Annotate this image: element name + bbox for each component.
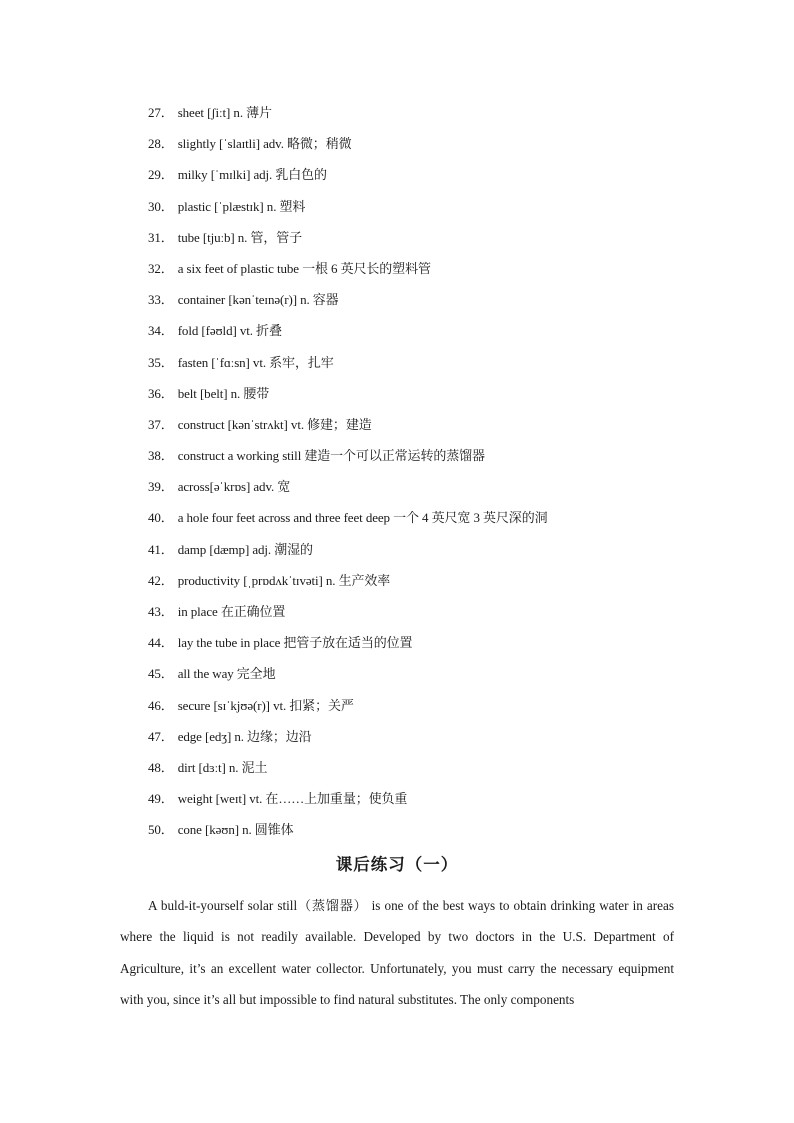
vocab-entry: construct a working still 建造一个可以正常运转的蒸馏器: [177, 448, 485, 464]
vocab-entry: plastic [ˈplæstɪk] n. 塑料: [177, 198, 306, 214]
vocab-number: 41．: [148, 541, 174, 557]
vocab-entry: milky [ˈmɪlki] adj. 乳白色的: [177, 167, 327, 183]
vocab-number: 35．: [148, 354, 174, 370]
vocab-item: [148, 725, 708, 756]
vocab-item: [148, 226, 708, 257]
vocab-item: [148, 787, 708, 818]
vocab-item: [148, 662, 708, 693]
vocab-number: 37．: [148, 416, 174, 432]
vocab-entry: fold [fəʊld] vt. 折叠: [177, 323, 282, 339]
vocab-entry: edge [edʒ] n. 边缘；边沿: [177, 728, 312, 744]
vocab-entry: slightly [ˈslaɪtli] adv. 略微；稍微: [177, 136, 352, 152]
vocab-number: 34．: [148, 323, 174, 339]
vocab-entry: belt [belt] n. 腰带: [177, 385, 270, 401]
vocab-item: [148, 195, 708, 226]
vocab-item: [148, 101, 708, 132]
vocab-entry: all the way 完全地: [177, 666, 276, 682]
vocab-item: [148, 569, 708, 600]
vocab-number: 50．: [148, 822, 174, 838]
vocab-entry: lay the tube in place 把管子放在适当的位置: [177, 635, 413, 651]
vocab-entry: secure [sɪˈkjʊə(r)] vt. 扣紧；关严: [177, 697, 354, 713]
vocab-entry: in place 在正确位置: [177, 604, 286, 619]
vocab-number: 27．: [148, 105, 174, 120]
vocab-item: [148, 382, 708, 413]
vocabulary-list: [148, 101, 708, 850]
vocab-entry: dirt [dɜːt] n. 泥土: [177, 759, 268, 775]
vocab-item: [148, 163, 708, 194]
vocab-number: 38．: [148, 448, 174, 464]
vocab-entry: productivity [ˌprɒdʌkˈtɪvəti] n. 生产效率: [177, 572, 391, 588]
vocab-item: [148, 351, 708, 382]
vocab-number: 39．: [148, 479, 174, 495]
vocab-entry: a six feet of plastic tube 一根 6 英尺长的塑料管: [177, 260, 431, 276]
vocab-number: 29．: [148, 167, 174, 183]
vocab-number: 43．: [148, 604, 174, 619]
vocab-number: 49．: [148, 791, 174, 807]
vocab-item: [148, 818, 708, 849]
reading-passage: A buld-it-yourself solar still（蒸馏器） is one of the best ways to obtain drinking water in areas where the liquid is not readily available. Developed by two doctors in the U.S. Department of Agriculture, it’s an excellent water collector. Unfortunately, you must carry the necessary equipment with you, since it’s all but impossible to find natural substitutes. The only components: [120, 898, 674, 1007]
vocab-entry: cone [kəʊn] n. 圆锥体: [177, 822, 294, 838]
vocab-number: 44．: [148, 635, 174, 651]
vocab-number: 40．: [148, 510, 174, 526]
vocab-entry: a hole four feet across and three feet deep 一个 4 英尺宽 3 英尺深的洞: [177, 510, 548, 526]
vocab-item: [148, 444, 708, 475]
vocab-number: 33．: [148, 292, 174, 308]
vocab-entry: across[əˈkrɒs] adv. 宽: [177, 479, 291, 495]
vocab-item: [148, 132, 708, 163]
vocab-number: 42．: [148, 572, 174, 588]
vocab-entry: weight [weɪt] vt. 在……上加重量；使负重: [177, 791, 408, 807]
vocab-item: [148, 600, 708, 631]
vocab-number: 30．: [148, 198, 174, 214]
section-title: 课后练习（一）: [335, 855, 459, 874]
vocab-number: 46．: [148, 697, 174, 713]
vocab-entry: tube [tjuːb] n. 管，管子: [177, 229, 303, 245]
vocab-number: 47．: [148, 728, 174, 744]
vocab-item: [148, 631, 708, 662]
vocab-item: [148, 319, 708, 350]
vocab-number: 45．: [148, 666, 174, 682]
vocab-item: [148, 694, 708, 725]
vocab-item: [148, 475, 708, 506]
vocab-number: 32．: [148, 260, 174, 276]
vocab-entry: fasten [ˈfɑːsn] vt. 系牢，扎牢: [177, 354, 334, 370]
vocab-item: [148, 756, 708, 787]
vocab-entry: damp [dæmp] adj. 潮湿的: [177, 541, 313, 557]
vocab-number: 36．: [148, 385, 174, 401]
vocab-item: [148, 288, 708, 319]
vocab-number: 28．: [148, 136, 174, 152]
vocab-entry: container [kənˈteɪnə(r)] n. 容器: [177, 292, 339, 308]
vocab-number: 48．: [148, 759, 174, 775]
vocab-item: [148, 538, 708, 569]
vocab-item: [148, 506, 708, 537]
vocab-entry: sheet [ʃiːt] n. 薄片: [177, 105, 272, 120]
vocab-item: [148, 413, 708, 444]
vocab-item: [148, 257, 708, 288]
vocab-entry: construct [kənˈstrʌkt] vt. 修建；建造: [177, 416, 372, 432]
vocab-number: 31．: [148, 229, 174, 245]
